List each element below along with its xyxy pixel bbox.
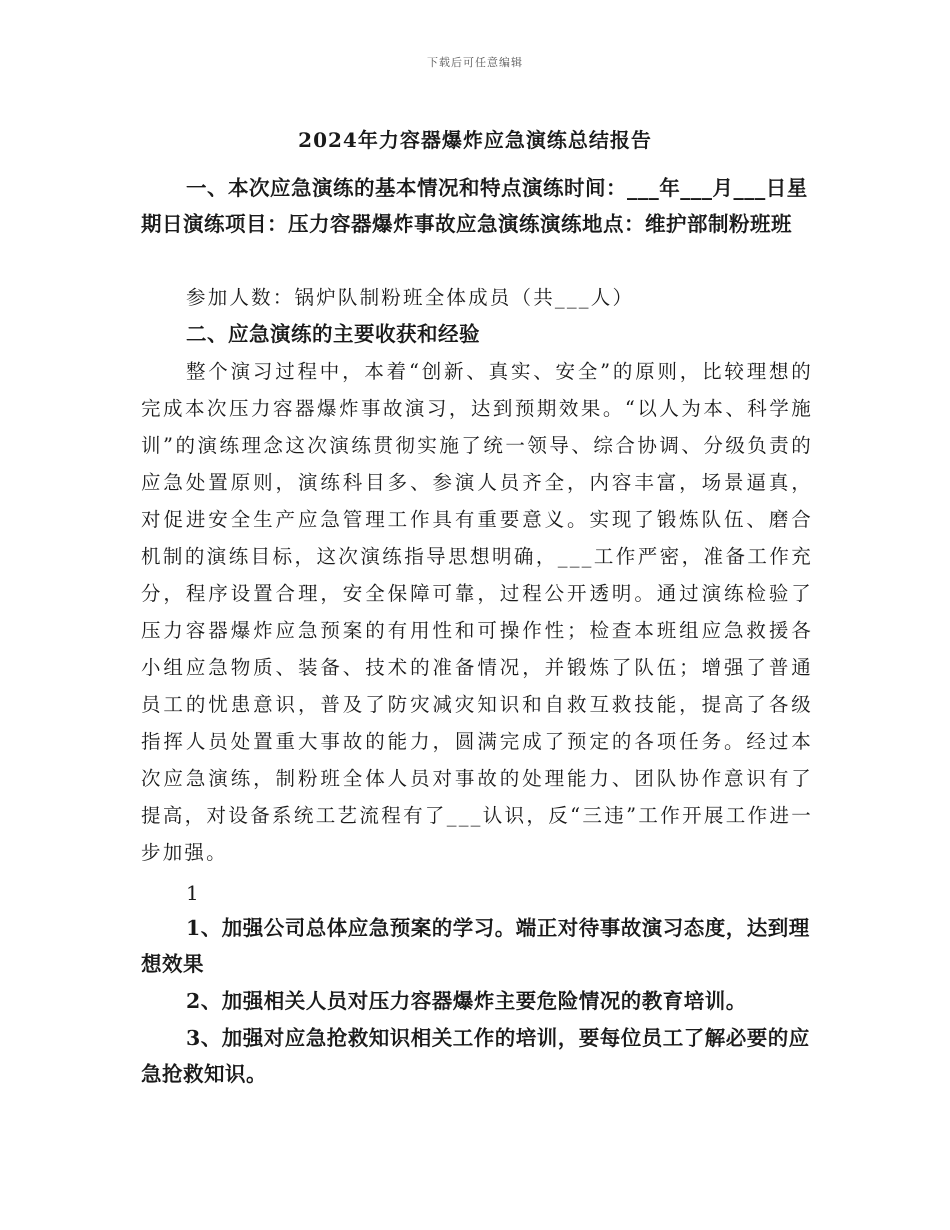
recommendation-item-3: 3、加强对应急抢救知识相关工作的培训，要每位员工了解必要的应急抢救知识。 — [141, 1026, 810, 1086]
participants-block — [141, 279, 813, 316]
section-2-body: 整个演习过程中，本着“创新、真实、安全”的原则，比较理想的完成本次压力容器爆炸事故演习，达到预期效果。“以人为本、科学施训”的演练理念这次演练贯彻实施了统一领导、综合协调、分级负责的应急处置原则，演练科目多、参演人员齐全，内容丰富，场景逼真，对促进安全生产应急管理工作具有重要意义。实现了锻炼队伍、磨合机制的演练目标，这次演练指导思想明确，___工作严密，准备工作充分，程序设置合理，安全保障可靠，过程公开透明。通过演练检验了压力容器爆炸应急预案的有用性和可操作性；检查本班组应急救援各小组应急物质、装备、技术的准备情况，并锻炼了队伍；增强了普通员工的忧患意识，普及了防灾减灾知识和自救互救技能，提高了各级指挥人员处置重大事故的能力，圆满完成了预定的各项任务。经过本次应急演练，制粉班全体人员对事故的处理能力、团队协作意识有了提高，对设备系统工艺流程有了___认识，反“三违”工作开展工作进一步加强。 — [141, 360, 813, 864]
download-note: 下载后可任意编辑 — [427, 56, 523, 69]
recommendation-item-1: 1、加强公司总体应急预案的学习。端正对待事故演习态度，达到理想效果 — [141, 916, 810, 976]
section-2-heading: 二、应急演练的主要收获和经验 — [186, 322, 480, 346]
recommendation-item-2: 2、加强相关人员对压力容器爆炸主要危险情况的教育培训。 — [186, 989, 747, 1013]
page-number: 1 — [186, 881, 199, 905]
section-1 — [141, 170, 813, 242]
page-title: 2024年力容器爆炸应急演练总结报告 — [298, 128, 652, 152]
page-number-block — [141, 875, 813, 911]
section-1-text: 一、本次应急演练的基本情况和特点演练时间：___年___月___日星期日演练项目：压力容器爆炸事故应急演练演练地点：维护部制粉班班 — [141, 176, 808, 236]
participants-text: 参加人数：锅炉队制粉班全体成员（共___人） — [186, 286, 635, 309]
recommendations — [141, 910, 813, 1092]
section-2-heading-block — [141, 316, 813, 352]
section-2-body-block — [141, 353, 813, 871]
